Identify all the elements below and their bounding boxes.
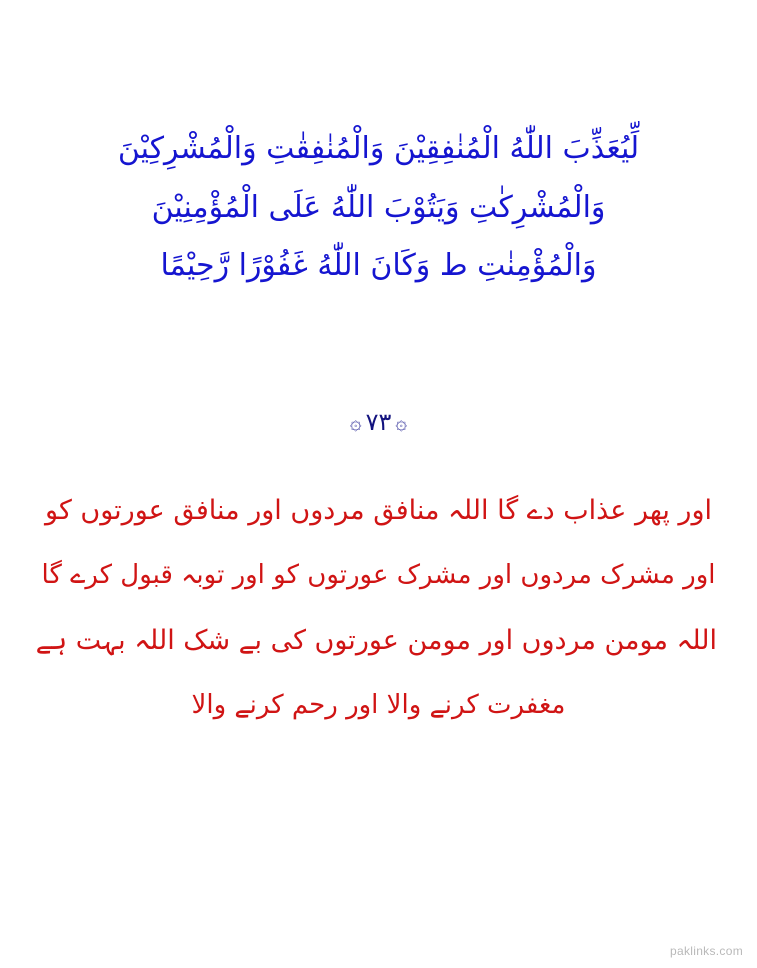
urdu-line-1: اور پھر عذاب دے گا اللہ منافق مردوں اور منافق عورتوں کو: [45, 495, 712, 526]
arabic-line-3: وَالْمُؤْمِنٰتِ ط وَكَانَ اللّٰهُ غَفُوْرًا رَّحِيْمًا: [160, 248, 597, 283]
arabic-line-2: وَالْمُشْرِكٰتِ وَيَتُوْبَ اللّٰهُ عَلَى الْمُؤْمِنِيْنَ: [151, 189, 606, 225]
ornament-left-icon: ۞: [395, 410, 408, 434]
urdu-line-4: مغفرت کرنے والا اور رحم کرنے والا: [191, 689, 566, 720]
urdu-line-2: اور مشرک مردوں اور مشرک عورتوں کو اور توبہ قبول کرے گا: [41, 560, 716, 591]
watermark: paklinks.com: [670, 944, 743, 958]
arabic-line-1: لِّيُعَذِّبَ اللّٰهُ الْمُنٰفِقِيْنَ وَالْمُنٰفِقٰتِ وَالْمُشْرِكِيْنَ: [117, 131, 640, 166]
urdu-translation-block: [35, 478, 717, 738]
ayah-number: ۷۳: [365, 408, 392, 436]
ayah-number-marker: [0, 408, 757, 436]
arabic-verse-block: [55, 120, 702, 296]
urdu-line-3: اللہ مومن مردوں اور مومن عورتوں کی بے شک اللہ بہت ہے: [35, 624, 717, 656]
ornament-right-icon: ۞: [349, 410, 362, 434]
